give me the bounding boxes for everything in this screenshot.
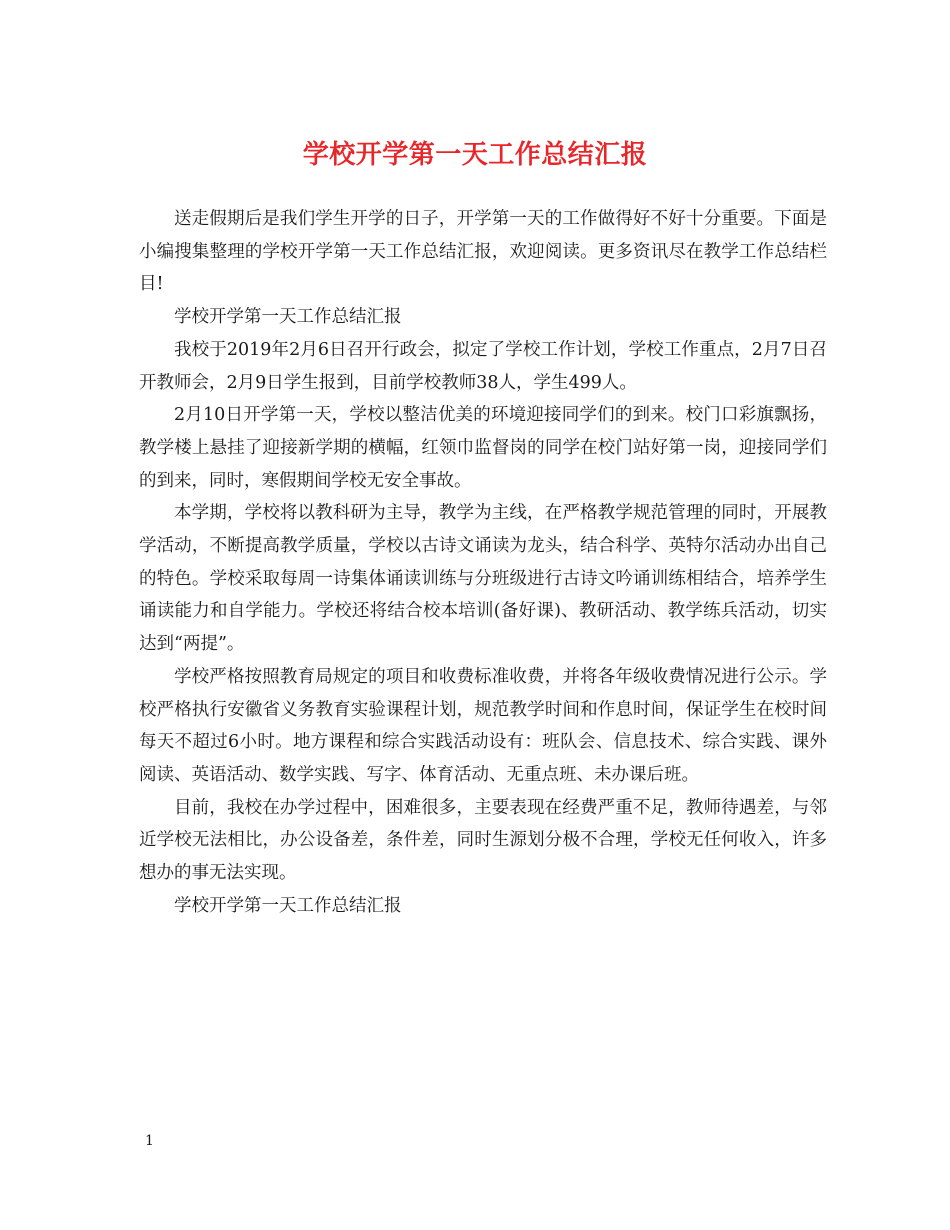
paragraph-subheading-repeat: 学校开学第一天工作总结汇报 bbox=[174, 895, 402, 916]
paragraph-fees-schedule: 学校严格按照教育局规定的项目和收费标准收费，并将各年级收费情况进行公示。学校严格执行安徽省义务教育实验课程计划，规范教学时间和作息时间，保证学生在校时间每天不超过6小时。地方课程和综合实践活动设有：班队会、信息技术、综合实践、课外阅读、英语活动、数学实践、写字、体育活动、无重点班、未办课后班。 bbox=[139, 666, 827, 785]
paragraph-meetings: 我校于2019年2月6日召开行政会，拟定了学校工作计划，学校工作重点，2月7日召开教师会，2月9日学生报到，目前学校教师38人，学生499人。 bbox=[139, 339, 827, 393]
paragraph-difficulties: 目前，我校在办学过程中，困难很多，主要表现在经费严重不足，教师待遇差，与邻近学校无法相比，办公设备差，条件差，同时生源划分极不合理，学校无任何收入，许多想办的事无法实现。 bbox=[139, 797, 827, 884]
document-body bbox=[139, 203, 827, 922]
paragraph-intro: 送走假期后是我们学生开学的日子，开学第一天的工作做得好不好十分重要。下面是小编搜集整理的学校开学第一天工作总结汇报，欢迎阅读。更多资讯尽在教学工作总结栏目! bbox=[139, 209, 827, 295]
paragraph-subheading: 学校开学第一天工作总结汇报 bbox=[174, 307, 402, 328]
paragraph-semester-plan: 本学期，学校将以教科研为主导，教学为主线，在严格教学规范管理的同时，开展教学活动，不断提高教学质量，学校以古诗文诵读为龙头，结合科学、英特尔活动办出自己的特色。学校采取每周一诗集体诵读训练与分班级进行古诗文吟诵训练相结合，培养学生诵读能力和自学能力。学校还将结合校本培训(备好课)、教研活动、教学练兵活动，切实达到“两提”。 bbox=[139, 503, 827, 655]
paragraph-first-day: 2月10日开学第一天，学校以整洁优美的环境迎接同学们的到来。校门口彩旗飘扬，教学楼上悬挂了迎接新学期的横幅，红领巾监督岗的同学在校门站好第一岗，迎接同学们的到来，同时，寒假期间学校无安全事故。 bbox=[139, 405, 827, 491]
document-title: 学校开学第一天工作总结汇报 bbox=[302, 140, 648, 170]
page-number: 1 bbox=[145, 1133, 154, 1149]
